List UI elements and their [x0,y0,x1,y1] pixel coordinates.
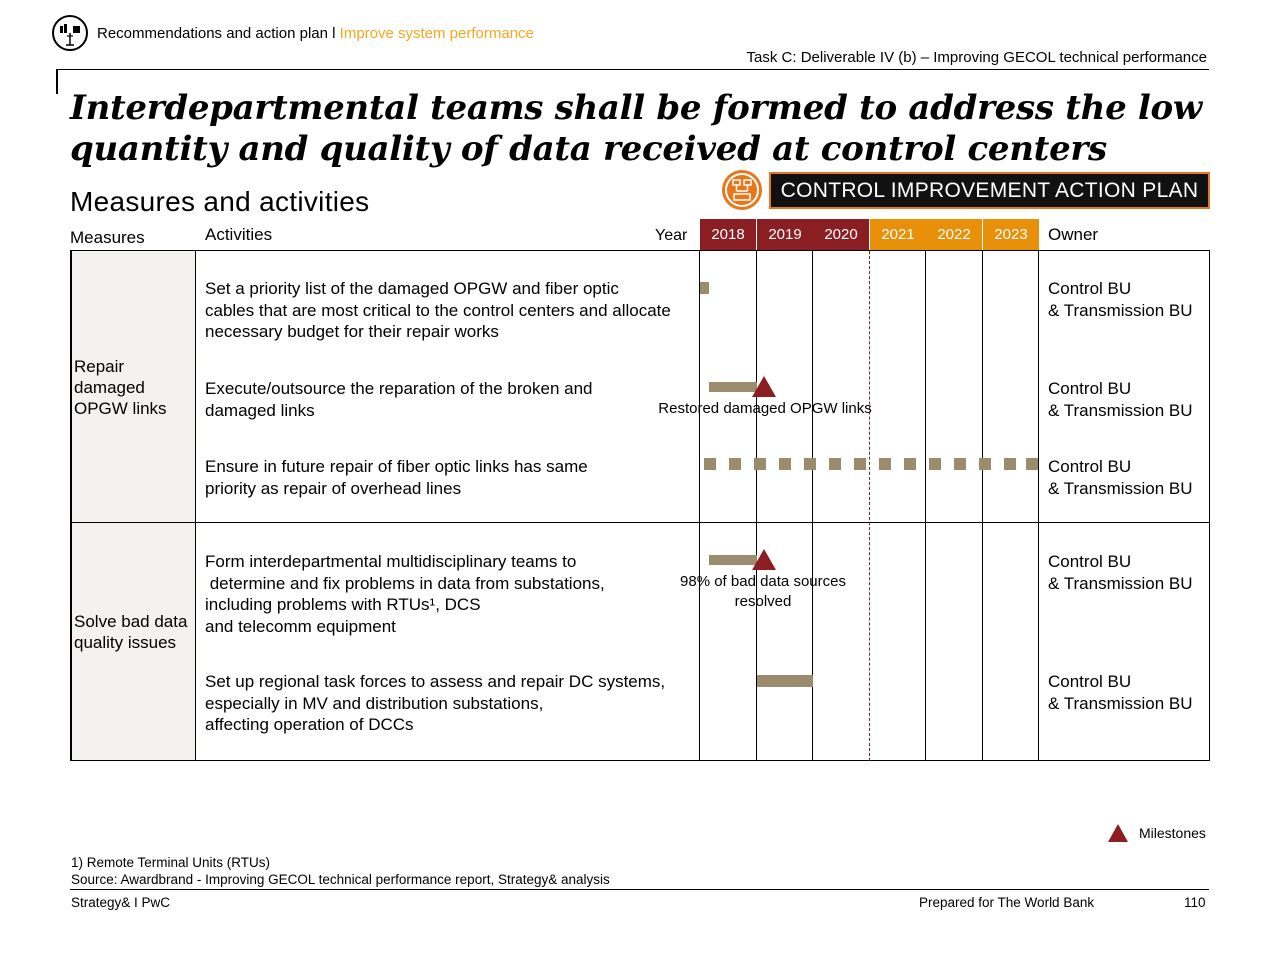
col-owner-header: Owner [1048,225,1099,244]
activity-priority-list: Set a priority list of the damaged OPGW and fiber optic cables that are most critical to the control centers and allocate necessary budget for their repair works [205,279,671,341]
footnote: 1) Remote Terminal Units (RTUs) [71,855,271,870]
footer-divider [70,889,1209,890]
activity-repair-links: Execute/outsource the reparation of the broken and damaged links [205,379,593,420]
col-measures-header: Measures [70,228,145,247]
table-top-rule [195,250,1210,251]
year-2019: 2019 [757,219,813,251]
footer-brand: Strategy& I PwC [71,895,171,910]
milestone-label-bad-data: 98% of bad data sources resolved [680,573,846,610]
task-label: Task C: Deliverable IV (b) – Improving GECOL technical performance [746,49,1207,66]
milestone-marker [752,549,776,570]
owner-future-priority: Control BU & Transmission BU [1048,457,1193,498]
owner-priority-list: Control BU & Transmission BU [1048,279,1193,320]
table-bottom-rule [70,760,1210,761]
year-2018: 2018 [700,219,756,251]
activity-task-forces: Set up regional task forces to assess and repair DC systems, especially in MV and distribution substations, affecting operation of DCCs [205,672,666,734]
grid-line [195,251,196,761]
grid-line [1038,251,1039,761]
breadcrumb-section: Recommendations and action plan l [97,25,336,42]
owner-form-teams: Control BU & Transmission BU [1048,552,1193,593]
milestone-label-opgw: Restored damaged OPGW links [658,400,872,417]
year-2021: 2021 [870,219,926,251]
title-marker [56,69,58,94]
current-date-line [869,251,870,761]
breadcrumb-highlight: Improve system performance [339,25,534,42]
milestone-legend-icon [1108,824,1128,842]
grid-line [925,251,926,761]
year-2022: 2022 [926,219,982,251]
globe-infrastructure-icon [52,15,88,51]
header-divider [56,69,1209,70]
breadcrumb [97,25,534,42]
gantt-bar [709,382,757,392]
activity-future-priority: Ensure in future repair of fiber optic links has same priority as repair of overhead lines [205,457,588,498]
measure-divider [70,522,1210,523]
page-number: 110 [1184,895,1206,910]
col-activities-header: Activities [205,225,273,244]
activity-form-teams: Form interdepartmental multidisciplinary teams to determine and fix problems in data from substations, including problems with RTUs¹, DCS and telecomm equipment [205,552,605,636]
year-2023: 2023 [983,219,1039,251]
gantt-dashed-bar [704,458,1038,470]
gantt-bar [700,282,709,294]
section-subtitle: Measures and activities [70,186,370,217]
owner-task-forces: Control BU & Transmission BU [1048,672,1193,713]
grid-line [982,251,983,761]
grid-line [699,251,700,761]
page-title: Interdepartmental teams shall be formed to address the low quantity and quality of data received at control centers [70,88,1202,169]
legend-milestones: Milestones [1139,825,1206,841]
network-diagram-icon [722,170,762,210]
gantt-bar [757,675,813,687]
year-2020: 2020 [813,219,869,251]
footer-prepared-for: Prepared for The World Bank [919,895,1095,910]
measure-label-quality: Solve bad data quality issues [74,612,188,652]
col-year-header: Year [655,227,688,244]
gantt-bar [709,555,757,565]
source-note: Source: Awardbrand - Improving GECOL technical performance report, Strategy& analysis [71,872,610,887]
owner-repair-links: Control BU & Transmission BU [1048,379,1193,420]
milestone-marker [752,376,776,397]
plan-badge: CONTROL IMPROVEMENT ACTION PLAN [769,172,1210,209]
grid-line [1209,251,1210,761]
measure-label-repair: Repair damaged OPGW links [74,357,167,418]
measures-header-rule [70,250,195,251]
